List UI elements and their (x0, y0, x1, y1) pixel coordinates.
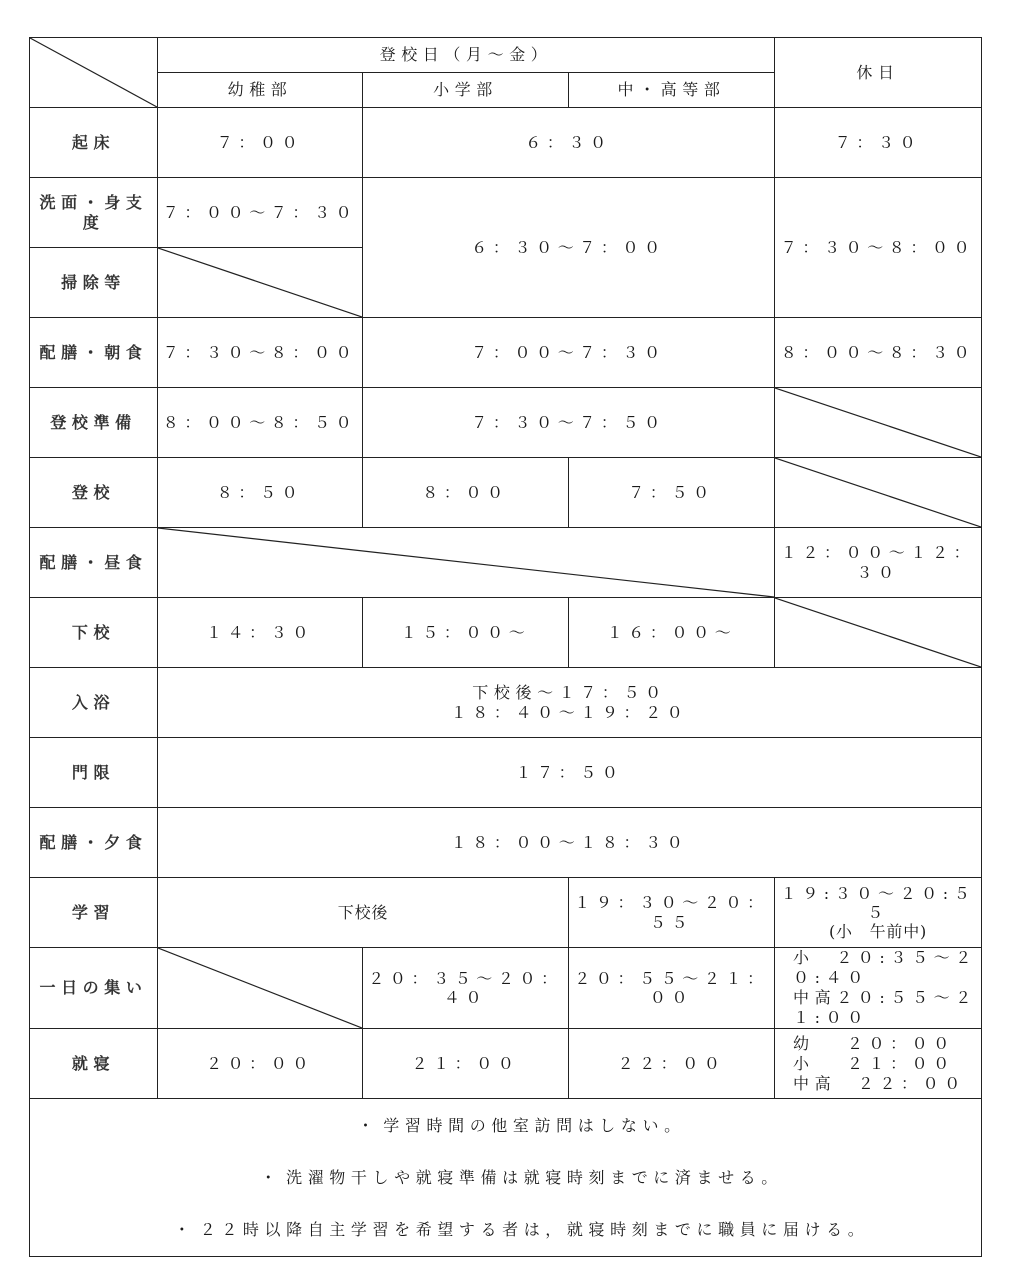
gathering-holiday (775, 948, 982, 1029)
bath-line-2: １８：４０～１９：２０ (450, 702, 689, 722)
note-item (30, 1204, 981, 1256)
curfew-all: １７：５０ (158, 738, 982, 808)
holiday-header: 休日 (775, 38, 982, 108)
row-label-clean: 掃除等 (30, 248, 158, 318)
return-elem: １５：００～ (363, 598, 569, 668)
study-sec: １９：３０～２０：５５ (569, 878, 775, 948)
bullet-2: ・ (260, 1167, 282, 1187)
notes-cell (30, 1099, 982, 1257)
table-row (30, 738, 982, 808)
bed-holiday-line-1: 幼 ２０：００ (793, 1033, 955, 1053)
elementary-header: 小学部 (363, 73, 569, 108)
school-days-header: 登校日（月～金） (158, 38, 775, 73)
breakfast-elem-sec: ７：００～７：３０ (363, 318, 775, 388)
note-text-1: 学習時間の他室訪問はしない。 (383, 1115, 686, 1135)
wash-elem-sec: ６：３０～７：００ (363, 178, 775, 318)
row-label-study: 学習 (30, 878, 158, 948)
table-row (30, 528, 982, 598)
breakfast-holiday: ８：００～８：３０ (775, 318, 982, 388)
return-sec: １６：００～ (569, 598, 775, 668)
row-label-breakfast: 配膳・朝食 (30, 318, 158, 388)
bullet-1: ・ (357, 1115, 380, 1135)
go-holiday-empty (775, 458, 982, 528)
bed-sec: ２２：００ (569, 1029, 775, 1099)
row-label-gathering: 一日の集い (30, 948, 158, 1029)
table-row (30, 878, 982, 948)
row-label-dinner: 配膳・夕食 (30, 808, 158, 878)
wake-kinder: ７：００ (158, 108, 363, 178)
study-holiday-line-2: (小 午前中) (828, 922, 928, 942)
row-label-bed: 就寝 (30, 1029, 158, 1099)
gathering-holiday-line-1: 小 ２０:３５～２０:４０ (793, 948, 977, 987)
go-kinder: ８：５０ (158, 458, 363, 528)
table-row (30, 458, 982, 528)
bath-line-1: 下校後～１７：５０ (472, 683, 667, 703)
table-row (30, 318, 982, 388)
lunch-holiday: １２：００～１２：３０ (775, 528, 982, 598)
row-label-wake: 起床 (30, 108, 158, 178)
table-row (30, 1029, 982, 1099)
note-text-2: 洗濯物干しや就寝準備は就寝時刻までに済ませる。 (286, 1167, 783, 1187)
clean-kinder-empty (158, 248, 363, 318)
wash-kinder: ７：００～７：３０ (158, 178, 363, 248)
corner-cell (30, 38, 158, 108)
dormitory-schedule-table (29, 37, 982, 1257)
table-row (30, 808, 982, 878)
gathering-sec: ２０：５５～２１：００ (569, 948, 775, 1029)
wash-holiday: ７：３０～８：００ (775, 178, 982, 318)
notes-row (30, 1099, 982, 1257)
table-row (30, 948, 982, 1029)
return-holiday-empty (775, 598, 982, 668)
dinner-all: １８：００～１８：３０ (158, 808, 982, 878)
wake-holiday: ７：３０ (775, 108, 982, 178)
study-holiday-line-1: １９:３０～２０:５５ (780, 883, 976, 922)
go-elem: ８：００ (363, 458, 569, 528)
bed-kinder: ２０：００ (158, 1029, 363, 1099)
note-item (30, 1100, 981, 1152)
bullet-3: ・ (173, 1219, 196, 1239)
table-row (30, 598, 982, 668)
note-text-3: ２２時以降自主学習を希望する者は，就寝時刻までに職員に届ける。 (199, 1219, 870, 1239)
table-row (30, 108, 982, 178)
kindergarten-header: 幼稚部 (158, 73, 363, 108)
return-kinder: １４：３０ (158, 598, 363, 668)
prep-holiday-empty (775, 388, 982, 458)
secondary-header: 中・高等部 (569, 73, 775, 108)
table-row (30, 668, 982, 738)
gathering-holiday-line-2: 中高２０:５５～２１:００ (793, 988, 977, 1027)
wake-elem-sec: ６：３０ (363, 108, 775, 178)
gathering-kinder-empty (158, 948, 363, 1029)
bed-holiday-line-3: 中高 ２２：００ (793, 1073, 966, 1093)
table-row (30, 178, 982, 248)
bed-holiday (775, 1029, 982, 1099)
lunch-school-empty (158, 528, 775, 598)
table-row (30, 388, 982, 458)
row-label-wash: 洗面・身支度 (30, 178, 158, 248)
note-item (30, 1152, 981, 1204)
row-label-curfew: 門限 (30, 738, 158, 808)
row-label-prep: 登校準備 (30, 388, 158, 458)
go-sec: ７：５０ (569, 458, 775, 528)
bed-elem: ２１：００ (363, 1029, 569, 1099)
prep-elem-sec: ７：３０～７：５０ (363, 388, 775, 458)
row-label-lunch: 配膳・昼食 (30, 528, 158, 598)
gathering-elem: ２０：３５～２０：４０ (363, 948, 569, 1029)
study-kinder-elem: 下校後 (158, 878, 569, 948)
study-holiday (775, 878, 982, 948)
row-label-bath: 入浴 (30, 668, 158, 738)
row-label-go: 登校 (30, 458, 158, 528)
prep-kinder: ８：００～８：５０ (158, 388, 363, 458)
breakfast-kinder: ７：３０～８：００ (158, 318, 363, 388)
row-label-return: 下校 (30, 598, 158, 668)
bed-holiday-line-2: 小 ２１：００ (793, 1053, 955, 1073)
bath-all (158, 668, 982, 738)
